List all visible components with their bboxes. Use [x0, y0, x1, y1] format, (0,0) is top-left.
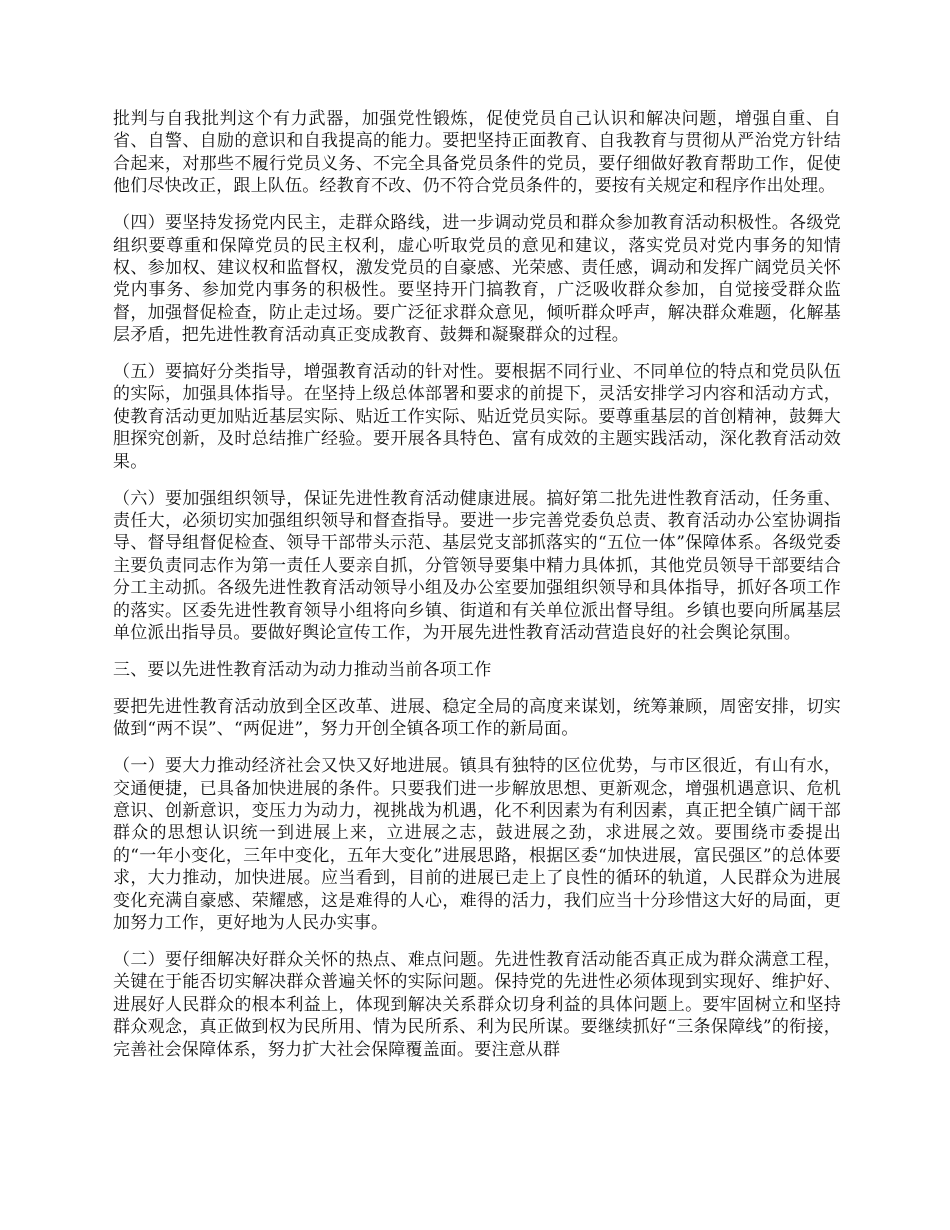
paragraph-section-3-intro: 要把先进性教育活动放到全区改革、进展、稳定全局的高度来谋划，统筹兼顾，周密安排，切实做到“两不误”、“两促进”，努力开创全镇各项工作的新局面。	[113, 696, 841, 740]
paragraph-section-5: （五）要搞好分类指导，增强教育活动的针对性。要根据不同行业、不同单位的特点和党员队伍的实际，加强具体指导。在坚持上级总体部署和要求的前提下，灵活安排学习内容和活动方式，使教育活动更加贴近基层实际、贴近工作实际、贴近党员实际。要尊重基层的首创精神，鼓舞大胆探究创新，及时总结推广经验。要开展各具特色、富有成效的主题实践活动，深化教育活动效果。	[113, 362, 841, 472]
section-heading-3: 三、要以先进性教育活动为动力推动当前各项工作	[113, 659, 492, 680]
paragraph-section-4: （四）要坚持发扬党内民主，走群众路线，进一步调动党员和群众参加教育活动积极性。各级党组织要尊重和保障党员的民主权利，虚心听取党员的意见和建议，落实党员对党内事务的知情权、参加权、建议权和监督权，激发党员的自豪感、光荣感、责任感，调动和发挥广阔党员关怀党内事务、参加党内事务的积极性。要坚持开门搞教育，广泛吸收群众参加，自觉接受群众监督，加强督促检查，防止走过场。要广泛征求群众意见，倾听群众呼声，解决群众难题，化解基层矛盾，把先进性教育活动真正变成教育、鼓舞和凝聚群众的过程。	[113, 213, 841, 346]
paragraph-section-6: （六）要加强组织领导，保证先进性教育活动健康进展。搞好第二批先进性教育活动，任务重、责任大，必须切实加强组织领导和督查指导。要进一步完善党委负总责、教育活动办公室协调指导、督导组督促检查、领导干部带头示范、基层党支部抓落实的“五位一体”保障体系。各级党委主要负责同志作为第一责任人要亲自抓，分管领导要集中精力具体抓，其他党员领导干部要结合分工主动抓。各级先进性教育活动领导小组及办公室要加强组织领导和具体指导，抓好各项工作的落实。区委先进性教育领导小组将向乡镇、街道和有关单位派出督导组。乡镇也要向所属基层单位派出指导员。要做好舆论宣传工作，为开展先进性教育活动营造良好的社会舆论氛围。	[113, 488, 841, 644]
document-body	[113, 108, 841, 1075]
paragraph-item-1: （一）要大力推动经济社会又快又好地进展。镇具有独特的区位优势，与市区很近，有山有水，交通便捷，已具备加快进展的条件。只要我们进一步解放思想、更新观念，增强机遇意识、危机意识、创新意识，变压力为动力，视挑战为机遇，化不利因素为有利因素，真正把全镇广阔干部群众的思想认识统一到进展上来，立进展之志，鼓进展之劲，求进展之效。要围绕市委提出的“一年小变化，三年中变化，五年大变化”进展思路，根据区委“加快进展，富民强区”的总体要求，大力推动，加快进展。应当看到，目前的进展已走上了良性的循环的轨道，人民群众为进展变化充满自豪感、荣耀感，这是难得的人心，难得的活力，我们应当十分珍惜这大好的局面，更加努力工作，更好地为人民办实事。	[113, 756, 841, 933]
paragraph-self-criticism: 批判与自我批判这个有力武器，加强党性锻炼，促使党员自己认识和解决问题，增强自重、自省、自警、自励的意识和自我提高的能力。要把坚持正面教育、自我教育与贯彻从严治党方针结合起来，对那些不履行党员义务、不完全具备党员条件的党员，要仔细做好教育帮助工作，促使他们尽快改正，跟上队伍。经教育不改、仍不符合党员条件的，要按有关规定和程序作出处理。	[113, 109, 841, 197]
paragraph-item-2: （二）要仔细解决好群众关怀的热点、难点问题。先进性教育活动能否真正成为群众满意工程，关键在于能否切实解决群众普遍关怀的实际问题。保持党的先进性必须体现到实现好、维护好、进展好人民群众的根本利益上，体现到解决关系群众切身利益的具体问题上。要牢固树立和坚持群众观念，真正做到权为民所用、情为民所系、利为民所谋。要继续抓好“三条保障线”的衔接，完善社会保障体系，努力扩大社会保障覆盖面。要注意从群	[113, 949, 841, 1060]
